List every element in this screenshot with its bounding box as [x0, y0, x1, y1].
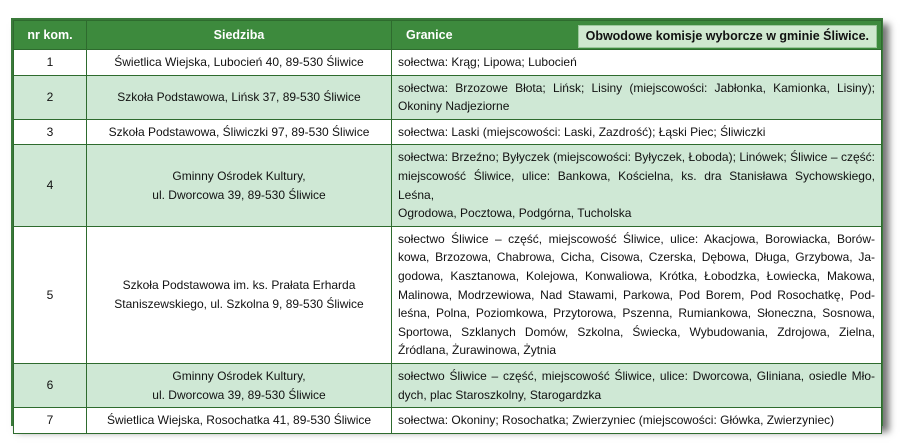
table-row [14, 226, 882, 363]
cell-nr: 4 [14, 145, 87, 226]
cell-siedziba [87, 363, 392, 407]
granice-line: sołectwa: Krąg; Lipowa; Lubocień [398, 55, 577, 69]
siedziba-line: Gminny Ośrodek Kultury, [172, 168, 306, 183]
cell-granice [392, 408, 882, 434]
granice-line: sołectwo Śliwice – część, miejscowość Śliwice, ulice: Dworcowa, Gliniana, osiedle Mło- [398, 368, 875, 383]
header-granice-label: Granice [406, 27, 453, 42]
cell-nr: 2 [14, 75, 87, 119]
cell-nr: 1 [14, 50, 87, 76]
cell-siedziba [87, 50, 392, 76]
granice-line: Sportowa, Szklanych Domów, Szkolna, Świecka, Wybudowania, Zdrojowa, Zielna, [398, 324, 875, 339]
granice-line: sołectwa: Brzozowe Błota; Lińsk; Lisiny (miejscowości: Jabłonka, Kamionka, Lisiny); [398, 80, 875, 95]
granice-line: Ogrodowa, Pocztowa, Podgórna, Tucholska [398, 206, 632, 221]
header-nr: nr kom. [14, 21, 87, 50]
table-row [14, 363, 882, 407]
granice-line: Malinowa, Modrzewiowa, Nad Stawami, Parkowa, Pod Borem, Pod Rosochatkę, Pod- [398, 287, 875, 302]
cell-nr: 7 [14, 408, 87, 434]
cell-siedziba [87, 408, 392, 434]
cell-granice [392, 50, 882, 76]
granice-line: sołectwa: Okoniny; Rosochatka; Zwierzyniec (miejscowości: Główka, Zwierzyniec) [398, 413, 835, 428]
cell-nr: 6 [14, 363, 87, 407]
table-row [14, 119, 882, 145]
granice-line: miejscowość Śliwice, ulice: Bankowa, Kościelna, ks. dra Stanisława Sychowskiego, Leśna, [398, 168, 875, 202]
table-title-badge: Obwodowe komisje wyborcze w gminie Śliwice. [578, 25, 877, 48]
cell-granice [392, 119, 882, 145]
granice-line: sołectwa: Laski (miejscowości: Laski, Zazdrość); Łąski Piec; Śliwiczki [398, 124, 766, 139]
cell-nr: 5 [14, 226, 87, 363]
cell-granice [392, 226, 882, 363]
granice-line: godowa, Kasztanowa, Kolejowa, Konwaliowa, Krótka, Łobodzka, Łowiecka, Makowa, [398, 268, 875, 283]
cell-siedziba [87, 145, 392, 226]
cell-granice [392, 363, 882, 407]
cell-siedziba [87, 75, 392, 119]
siedziba-line: ul. Dworcowa 39, 89-530 Śliwice [152, 187, 326, 202]
siedziba-line: ul. Dworcowa 39, 89-530 Śliwice [152, 387, 326, 402]
granice-line: sołectwa: Brzeźno; Byłyczek (miejscowości: Byłyczek, Łoboda); Linówek; Śliwice – część: [398, 150, 875, 165]
siedziba-line: Szkoła Podstawowa, Lińsk 37, 89-530 Śliwice [117, 89, 361, 104]
cell-nr: 3 [14, 119, 87, 145]
granice-line: Okoniny Nadjeziorne [398, 99, 510, 114]
cell-siedziba [87, 226, 392, 363]
table-row [14, 50, 882, 76]
commission-table-frame [11, 18, 883, 426]
granice-line: Źródlana, Żurawinowa, Żytnia [398, 343, 557, 358]
siedziba-line: Staniszewskiego, ul. Szkolna 9, 89-530 Śliwice [114, 296, 364, 311]
granice-line: leśna, Polna, Poziomkowa, Przytorowa, Pszenna, Rumiankowa, Słoneczna, Sosnowa, [398, 306, 875, 321]
header-granice [392, 21, 882, 50]
commission-table [13, 20, 882, 434]
cell-granice [392, 75, 882, 119]
table-row [14, 145, 882, 226]
cell-siedziba [87, 119, 392, 145]
table-header-row [14, 21, 882, 50]
cell-granice [392, 145, 882, 226]
table-row [14, 75, 882, 119]
table-row [14, 408, 882, 434]
granice-line: dych, plac Staroszkolny, Starogardzka [398, 387, 602, 402]
siedziba-line: Świetlica Wiejska, Rosochatka 41, 89-530 Śliwice [106, 413, 372, 428]
siedziba-line: Szkoła Podstawowa im. ks. Prałata Erharda [122, 278, 356, 293]
header-siedziba: Siedziba [87, 21, 392, 50]
granice-line: kowa, Brzozowa, Chabrowa, Cicha, Cisowa, Czerska, Dębowa, Długa, Grzybowa, Ja- [398, 250, 875, 265]
granice-line: sołectwo Śliwice – część, miejscowość Śliwice, ulice: Akacjowa, Borowiacka, Borów- [398, 231, 875, 246]
siedziba-line: Gminny Ośrodek Kultury, [172, 368, 306, 383]
siedziba-line: Szkoła Podstawowa, Śliwiczki 97, 89-530 Śliwice [108, 124, 370, 139]
siedziba-line: Świetlica Wiejska, Lubocień 40, 89-530 Śliwice [114, 55, 364, 69]
